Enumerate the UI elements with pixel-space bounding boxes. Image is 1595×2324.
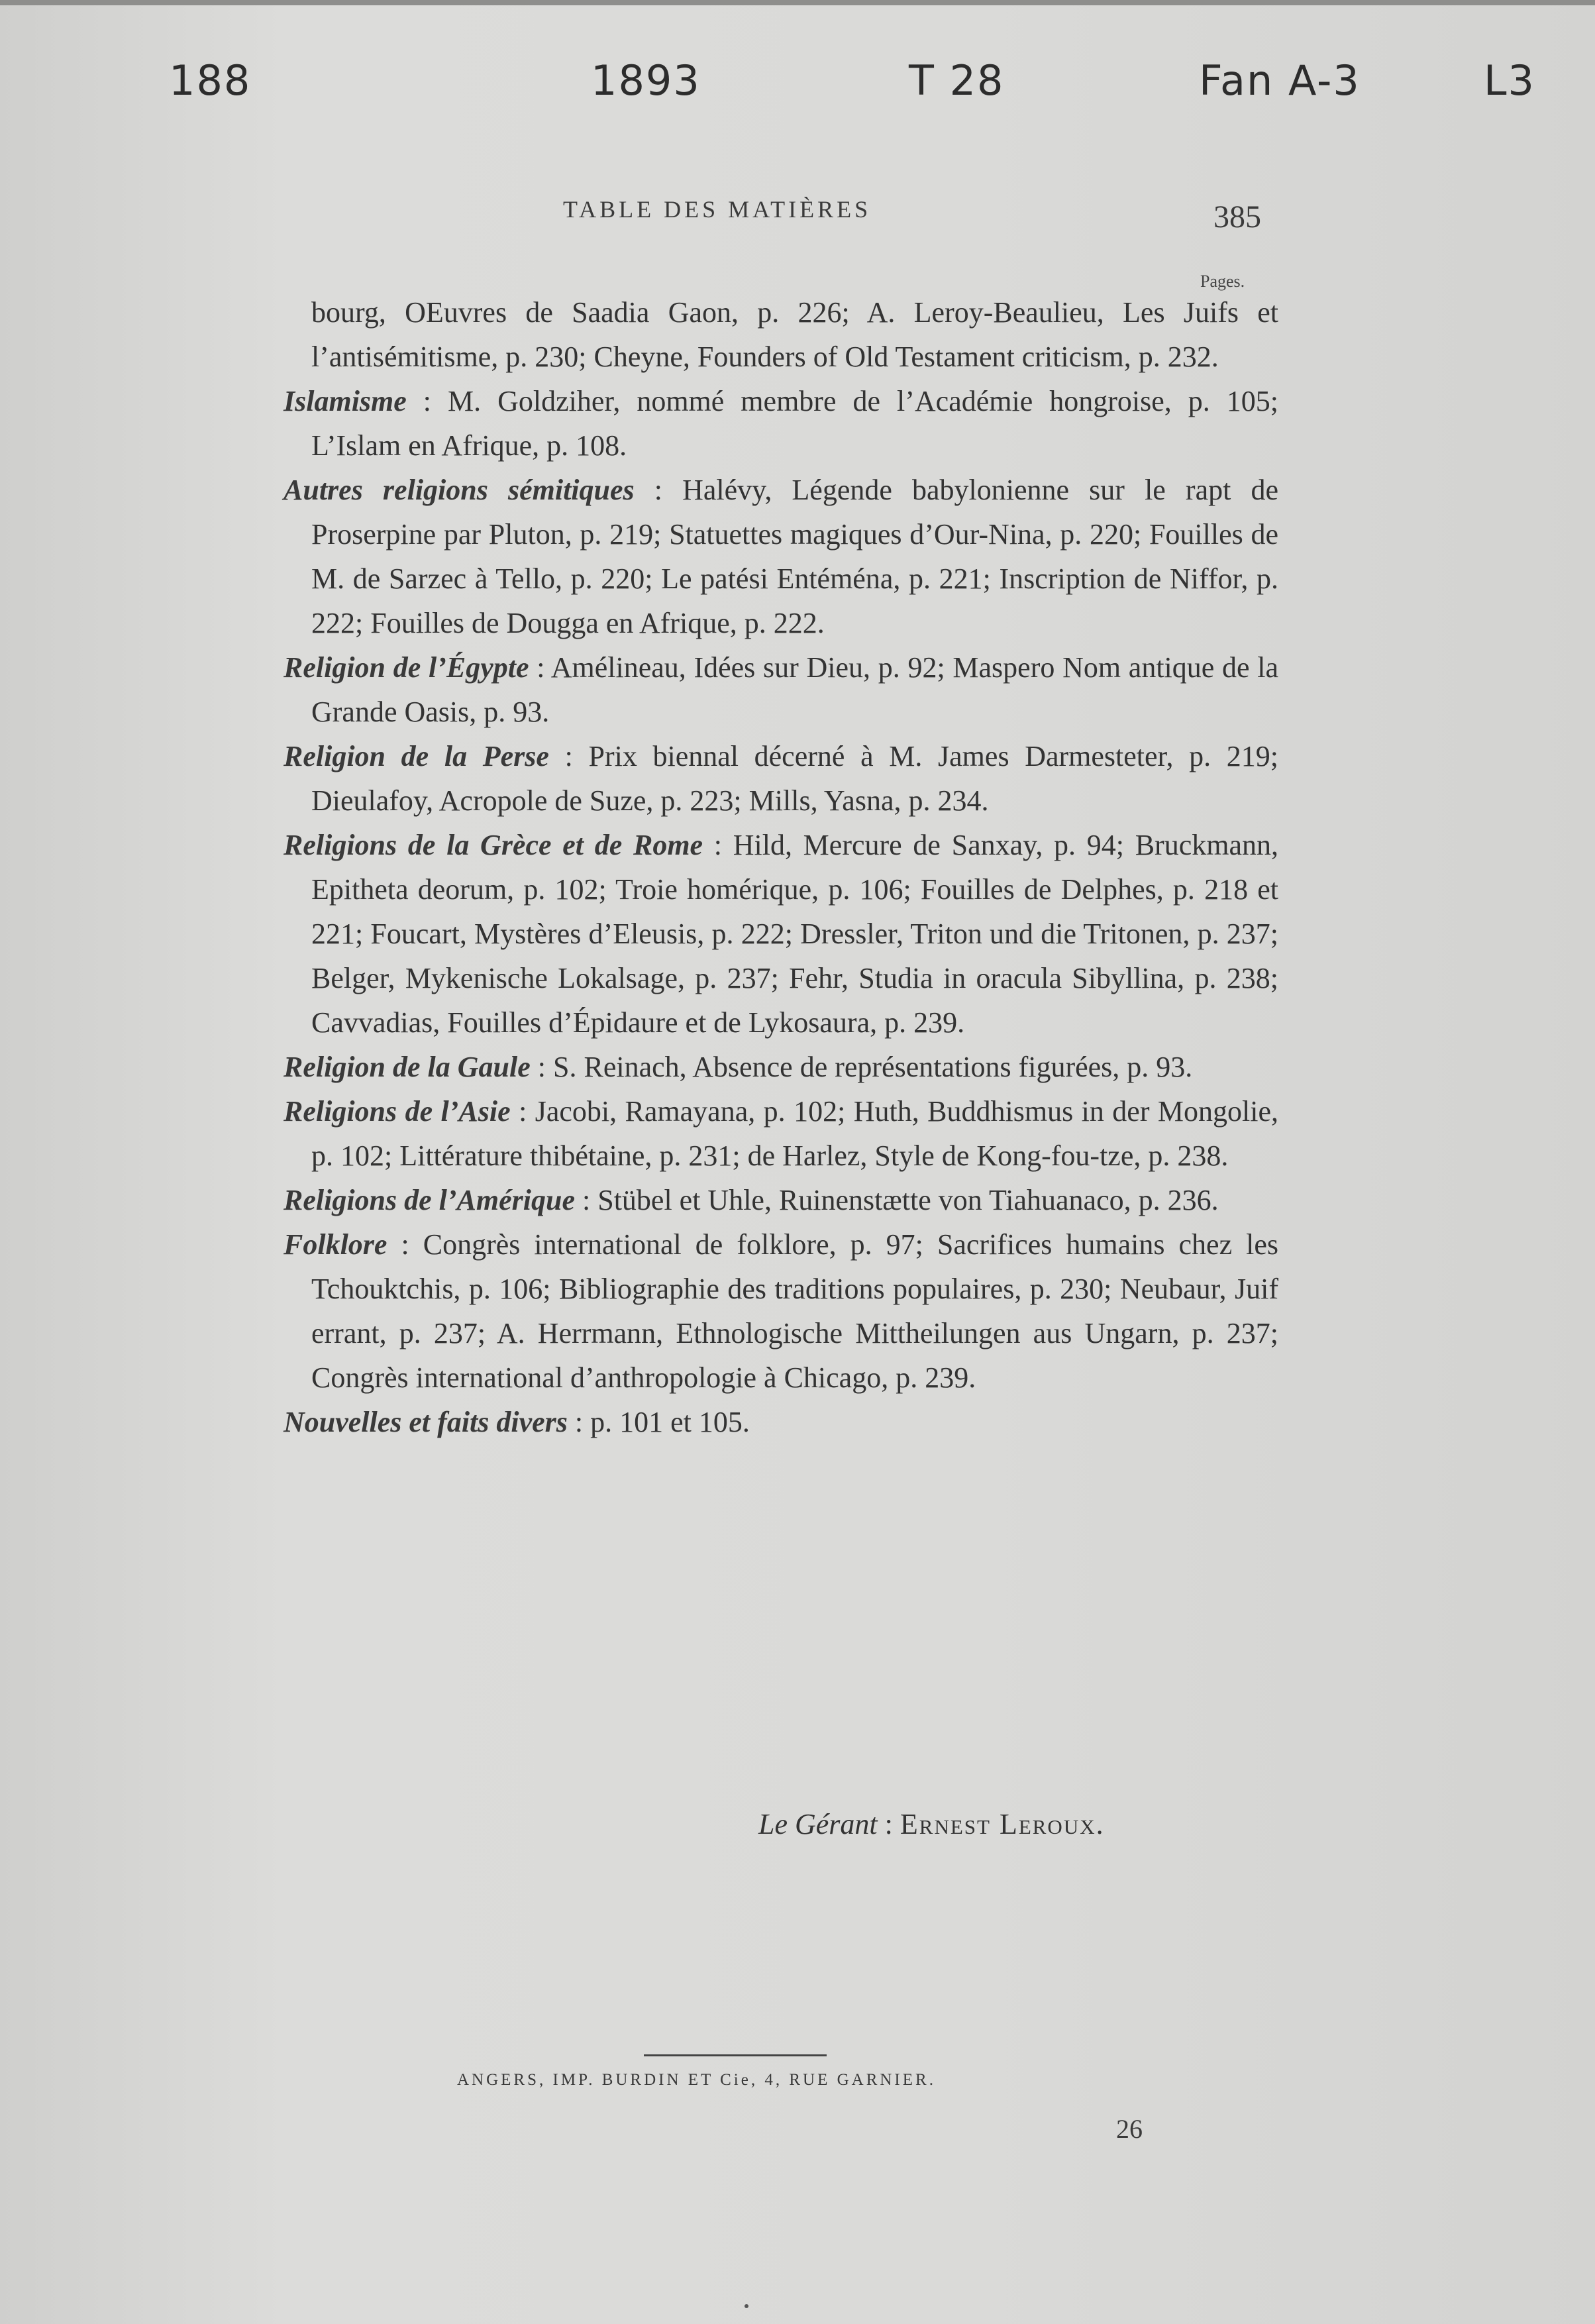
toc-entry-text: : Jacobi, Ramayana, p. 102; Huth, Buddhismus in der Mongolie, p. 102; Littérature thibétaine, p. 231; de Harlez, Style de Kong-fou-tze, p. 238. <box>311 1095 1278 1172</box>
toc-entry <box>283 1089 1278 1178</box>
toc-entry-text: : S. Reinach, Absence de représentations figurées, p. 93. <box>530 1051 1193 1083</box>
handwritten-note: 1893 <box>591 56 701 105</box>
gerant-separator: : <box>877 1808 900 1840</box>
toc-entry-label: Religions de la Grèce et de Rome <box>283 829 703 861</box>
toc-entry-text: bourg, OEuvres de Saadia Gaon, p. 226; A. Leroy-Beaulieu, Les Juifs et l’antisémitisme, p. 230; Cheyne, Founders of Old Testament criticism, p. 232. <box>311 296 1278 373</box>
pages-column-label: Pages. <box>1200 272 1245 291</box>
page-number: 385 <box>1213 199 1261 235</box>
toc-entry-label: Islamisme <box>283 385 407 417</box>
toc-entry <box>283 1222 1278 1400</box>
toc-entry-label: Autres religions sémitiques <box>283 474 635 506</box>
table-of-contents <box>0 290 1595 1444</box>
toc-entry-text: : M. Goldziher, nommé membre de l’Académie hongroise, p. 105; L’Islam en Afrique, p. 108. <box>311 385 1278 462</box>
toc-entry <box>283 1045 1278 1089</box>
toc-entry-label: Folklore <box>283 1228 387 1261</box>
toc-entry-text: : p. 101 et 105. <box>567 1406 750 1438</box>
toc-entry-text: : Hild, Mercure de Sanxay, p. 94; Bruckmann, Epitheta deorum, p. 102; Troie homérique, p. 106; Fouilles de Delphes, p. 218 et 221; Foucart, Mystères d’Eleusis, p. 222; Dressler, Triton und die Tritonen, p. 237; Belger, Mykenische Lokalsage, p. 237; Fehr, Studia in oracula Sibyllina, p. 238; Cavvadias, Fouilles d’Épidaure et de Lykosaura, p. 239. <box>311 829 1278 1039</box>
handwritten-note: 188 <box>169 56 252 105</box>
toc-entry <box>311 290 1278 379</box>
toc-entry-text: : Congrès international de folklore, p. 97; Sacrifices humains chez les Tchouktchis, p. 106; Bibliographie des traditions populaires, p. 230; Neubaur, Juif errant, p. 237; A. Herrmann, Ethnologische Mittheilungen aus Ungarn, p. 237; Congrès international d’anthropologie à Chicago, p. 239. <box>311 1228 1278 1394</box>
toc-entry-text: : Halévy, Légende babylonienne sur le rapt de Proserpine par Pluton, p. 219; Statuettes magiques d’Our-Nina, p. 220; Fouilles de M. de Sarzec à Tello, p. 220; Le patési Entéména, p. 221; Inscription de Niffor, p. 222; Fouilles de Dougga en Afrique, p. 222. <box>311 474 1278 639</box>
toc-entry-text: : Amélineau, Idées sur Dieu, p. 92; Maspero Nom antique de la Grande Oasis, p. 93. <box>311 651 1279 728</box>
handwritten-note: Fan A-3 <box>1199 56 1361 105</box>
toc-entry-text: : Stübel et Uhle, Ruinenstætte von Tiahuanaco, p. 236. <box>575 1184 1219 1216</box>
gerant-label: Le Gérant <box>758 1808 878 1840</box>
toc-entry <box>283 379 1278 468</box>
footer-rule <box>644 2054 827 2056</box>
page-top-edge <box>0 0 1595 5</box>
toc-entry <box>283 734 1278 823</box>
running-head: TABLE DES MATIÈRES <box>563 196 872 223</box>
toc-entry <box>283 468 1278 645</box>
toc-entry <box>283 645 1279 734</box>
toc-entry-text: : Prix biennal décerné à M. James Darmesteter, p. 219; Dieulafoy, Acropole de Suze, p. 223; Mills, Yasna, p. 234. <box>311 740 1278 817</box>
toc-entry <box>283 1178 1278 1222</box>
toc-entry <box>283 1400 1278 1444</box>
printer-imprint: ANGERS, IMP. BURDIN ET Cie, 4, RUE GARNIER. <box>457 2071 936 2089</box>
toc-entry-label: Religion de l’Égypte <box>283 651 529 684</box>
toc-entry-label: Religion de la Perse <box>283 740 549 772</box>
speck <box>745 2304 748 2308</box>
gerant-signature-line <box>758 1807 1105 1841</box>
signature-mark: 26 <box>1116 2114 1143 2144</box>
handwritten-note: L3 <box>1484 56 1535 105</box>
gerant-name: Ernest Leroux. <box>900 1808 1105 1840</box>
toc-entry-label: Religions de l’Asie <box>283 1095 511 1128</box>
toc-entry <box>283 823 1278 1045</box>
handwritten-note: T 28 <box>909 56 1005 105</box>
toc-entry-label: Nouvelles et faits divers <box>283 1406 568 1438</box>
toc-entry-label: Religion de la Gaule <box>283 1051 531 1083</box>
toc-entry-label: Religions de l’Amérique <box>283 1184 575 1216</box>
